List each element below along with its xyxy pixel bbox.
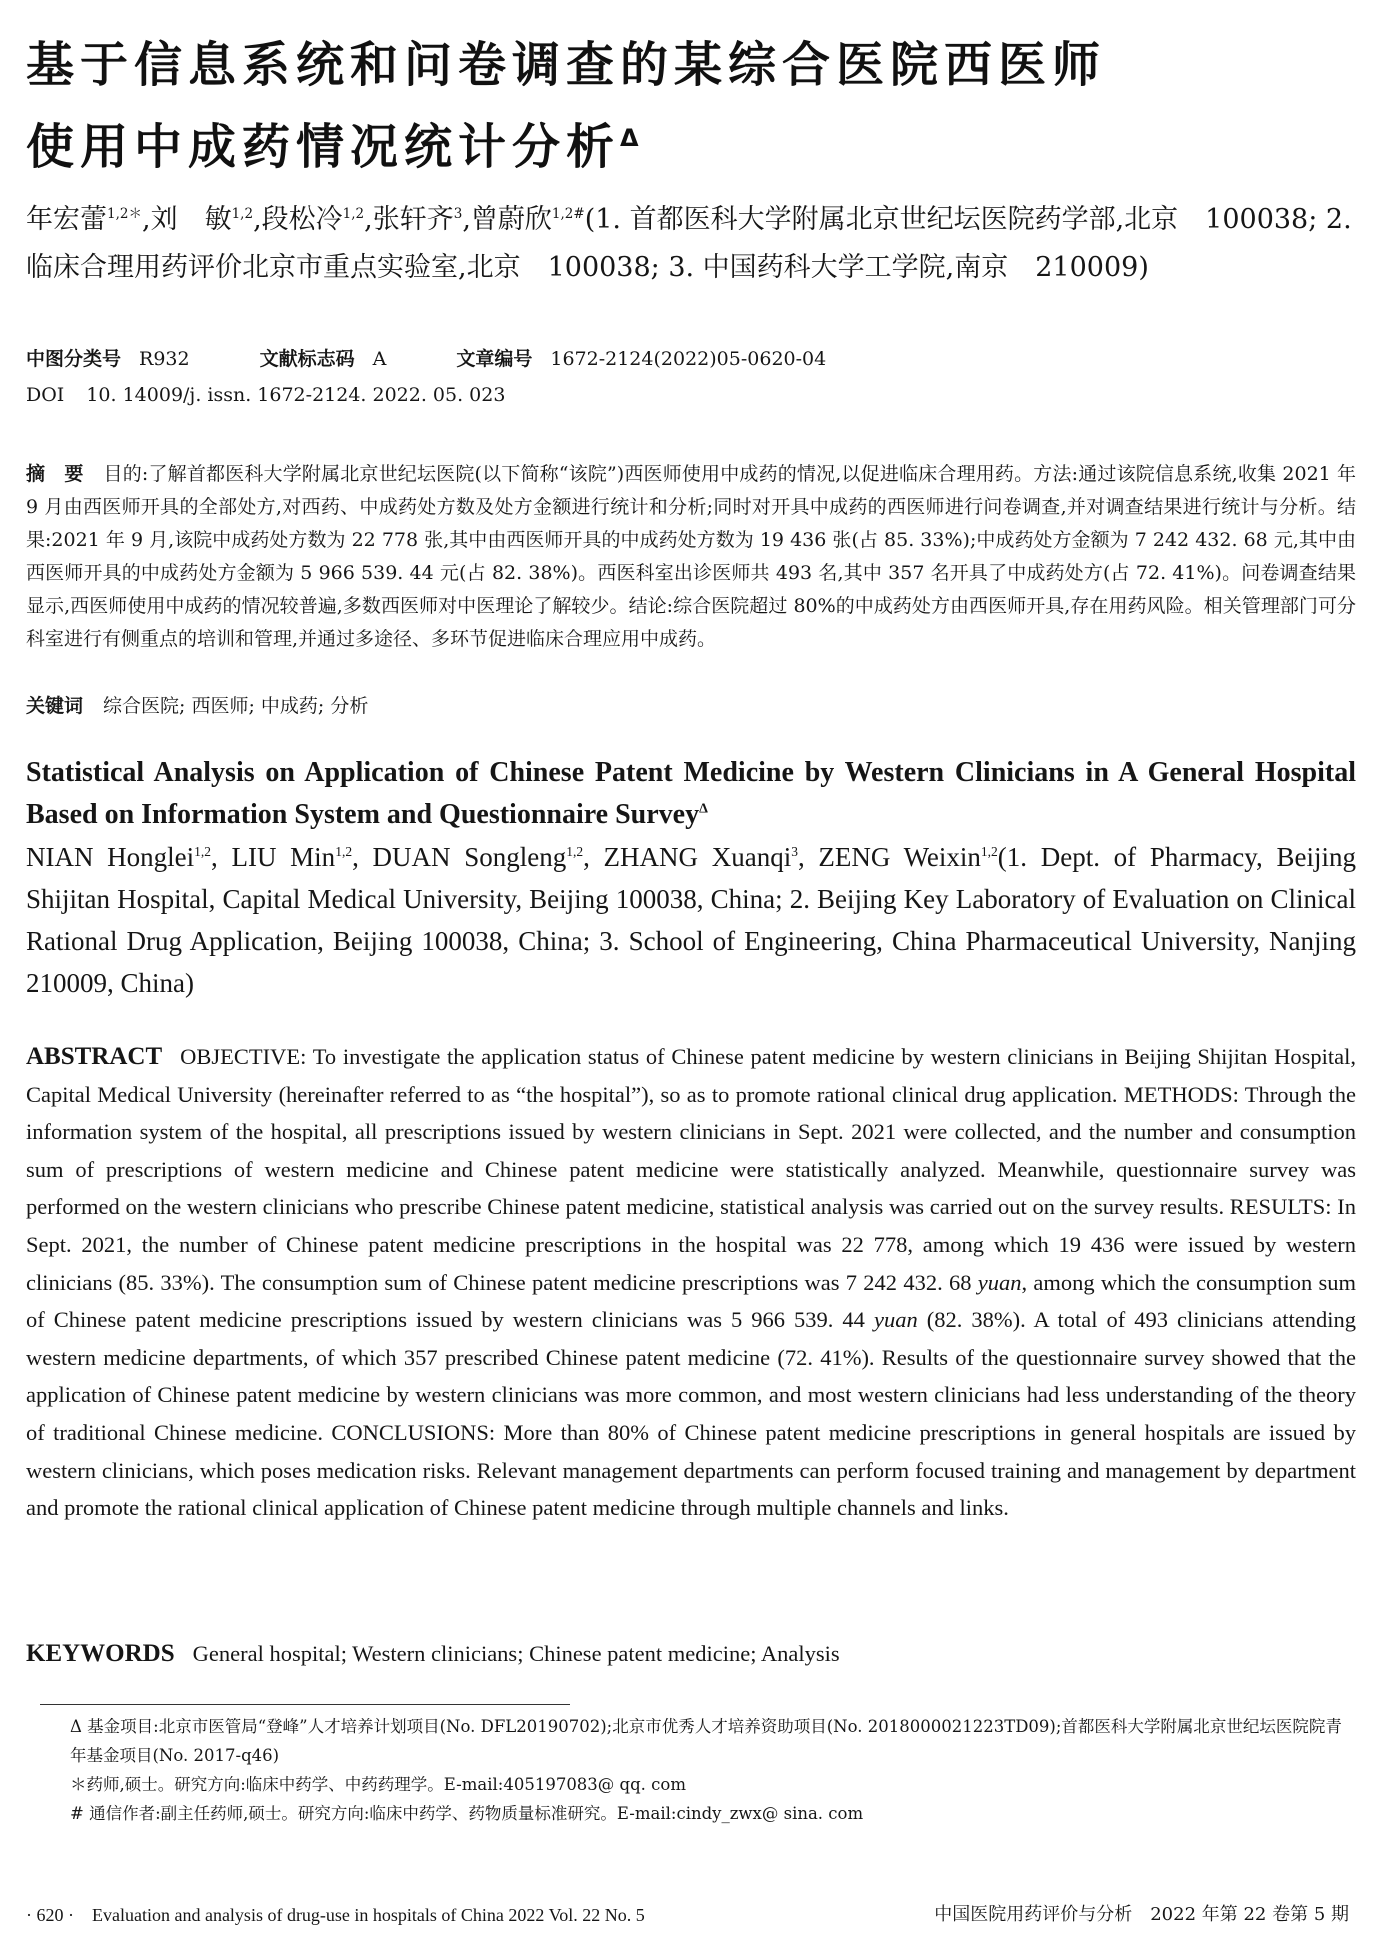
english-title [26, 752, 1356, 836]
english-keywords-text: General hospital; Western clinicians; Chinese patent medicine; Analysis [192, 1641, 840, 1666]
funding-footnote: Δ 基金项目:北京市医管局“登峰”人才培养计划项目(No. DFL20190702);北京市优秀人才培养资助项目(No. 2018000021223TD09);首都医科大学附属北京世纪坛医院院青年基金项目(No. 2017-q46) [70, 1717, 1342, 1765]
chinese-abstract [26, 458, 1356, 656]
author-name: ,段松冷 [253, 204, 343, 235]
chinese-keywords-text: 综合医院; 西医师; 中成药; 分析 [103, 695, 369, 717]
first-author-footnote: ＊药师,硕士。研究方向:临床中药学、中药药理学。E-mail:405197083@ qq. com [70, 1775, 686, 1794]
classification-line [26, 344, 826, 374]
author-name: , ZENG Weixin [797, 842, 981, 872]
doc-code-value: A [372, 348, 387, 370]
clc-label: 中图分类号 [26, 348, 122, 370]
footnotes [26, 1712, 1356, 1828]
english-title-text: Statistical Analysis on Application of Chinese Patent Medicine by Western Clinicians in A General Hospital Based on Information System and Questionnaire Survey [26, 757, 1356, 830]
english-abstract-part-2: , among which the consumption sum of Chinese patent medicine prescriptions issued by western clinicians was 5 966 539. 44 [26, 1269, 1357, 1333]
currency-unit: yuan [977, 1269, 1022, 1295]
chinese-affiliations: (1. 首都医科大学附属北京世纪坛医院药学部,北京 100038; 2. 临床合理用药评价北京市重点实验室,北京 100038; 3. 中国药科大学工学院,南京 210009) [26, 204, 1352, 283]
chinese-abstract-label: 摘 要 [26, 463, 84, 485]
author-name: ,刘 敏 [141, 204, 232, 235]
author-name: ,曾蔚欣 [462, 204, 552, 235]
author-name: , LIU Min [211, 842, 336, 872]
english-title-footnote-mark: Δ [699, 801, 708, 817]
english-affiliations: (1. Dept. of Pharmacy, Beijing Shijitan Hospital, Capital Medical University, Beijing 100038, China; 2. Beijing Key Laboratory of Evaluation on Clinical Rational Drug Application, Beijing 100038, China; 3. School of Engineering, China Pharmaceutical University, Nanjing 210009, China) [26, 842, 1356, 998]
currency-unit: yuan [873, 1307, 918, 1333]
chinese-title [26, 24, 1356, 188]
clc-value: R932 [139, 348, 190, 370]
article-number-label: 文章编号 [456, 348, 533, 370]
author-affiliation-mark: 1,2 [194, 844, 212, 859]
author-name: ,张轩齐 [364, 204, 454, 235]
author-affiliation-mark: 3 [453, 206, 463, 222]
english-abstract-label: ABSTRACT [26, 1043, 163, 1070]
english-keywords-label: KEYWORDS [26, 1640, 175, 1667]
author-affiliation-mark: 1,2 [566, 844, 584, 859]
chinese-abstract-text: 目的:了解首都医科大学附属北京世纪坛医院(以下简称“该院”)西医师使用中成药的情况,以促进临床合理用药。方法:通过该院信息系统,收集 2021 年 9 月由西医师开具的全部处方,对西药、中成药处方数及处方金额进行统计和分析;同时对开具中成药的西医师进行问卷调查,并对调查结果进行统计与分析。结果:2021 年 9 月,该院中成药处方数为 22 778 张,其中由西医师开具的中成药处方数为 19 436 张(占 85. 33%);中成药处方金额为 7 242 432. 68 元,其中由西医师开具的中成药处方金额为 5 966 539. 44 元(占 82. 38%)。西医科室出诊医师共 493 名,其中 357 名开具了中成药处方(占 72. 41%)。问卷调查结果显示,西医师使用中成药的情况较普遍,多数西医师对中医理论了解较少。结论:综合医院超过 80%的中成药处方由西医师开具,存在用药风险。相关管理部门可分科室进行有侧重点的培训和管理,并通过多途径、多环节促进临床合理应用中成药。 [26, 463, 1356, 650]
chinese-keywords [26, 690, 368, 723]
english-abstract [26, 1038, 1356, 1527]
doi-label: DOI [26, 384, 65, 406]
english-abstract-part-1: OBJECTIVE: To investigate the application status of Chinese patent medicine by western clinicians in Beijing Shijitan Hospital, Capital Medical University (hereinafter referred to as “the hospital”), so as to promote rational clinical drug application. METHODS: Through the information system of the hospital, all prescriptions issued by western clinicians in Sept. 2021 were collected, and the number and consumption sum of prescriptions of western medicine and Chinese patent medicine were statistically analyzed. Meanwhile, questionnaire survey was performed on the western clinicians who prescribe Chinese patent medicine, statistical analysis was carried out on the survey results. RESULTS: In Sept. 2021, the number of Chinese patent medicine prescriptions in the hospital was 22 778, among which 19 436 were issued by western clinicians (85. 33%). The consumption sum of Chinese patent medicine prescriptions was 7 242 432. 68 [26, 1044, 1356, 1295]
article-number-value: 1672-2124(2022)05-0620-04 [550, 348, 827, 370]
author-affiliation-mark: 1,2# [551, 206, 585, 222]
page-footer-left: · 620 · Evaluation and analysis of drug-use in hospitals of China 2022 Vol. 22 No. 5 [26, 1905, 645, 1925]
author-name: NIAN Honglei [26, 842, 195, 872]
english-abstract-part-3: (82. 38%). A total of 493 clinicians attending western medicine departments, of which 357 prescribed Chinese patent medicine (72. 41%). Results of the questionnaire survey showed that the application of Chinese patent medicine by western clinicians was more common, and most western clinicians had less understanding of the theory of traditional Chinese medicine. CONCLUSIONS: More than 80% of Chinese patent medicine prescriptions in general hospitals are issued by western clinicians, which poses medication risks. Relevant management departments can perform focused training and management by department and promote the rational clinical application of Chinese patent medicine through multiple channels and links. [26, 1307, 1357, 1521]
page-footer-right: 中国医院用药评价与分析 2022 年第 22 卷第 5 期 [934, 1904, 1349, 1925]
chinese-authors [26, 196, 1356, 292]
author-name: , ZHANG Xuanqi [583, 842, 792, 872]
title-footnote-mark: Δ [620, 124, 645, 152]
footnote-divider [40, 1704, 570, 1705]
author-affiliation-mark: 3 [791, 844, 798, 859]
english-authors [26, 836, 1356, 1004]
author-name: , DUAN Songleng [352, 842, 567, 872]
corresponding-author-footnote: # 通信作者:副主任药师,硕士。研究方向:临床中药学、药物质量标准研究。E-mail:cindy_zwx@ sina. com [70, 1804, 864, 1823]
author-affiliation-mark: 1,2 [342, 206, 365, 222]
doi-value[interactable]: 10. 14009/j. issn. 1672-2124. 2022. 05. 023 [86, 384, 506, 406]
author-affiliation-mark: 1,2 [335, 844, 353, 859]
author-affiliation-mark: 1,2 [980, 844, 998, 859]
doi-line [26, 380, 505, 410]
chinese-title-line-2: 使用中成药情况统计分析 [26, 119, 621, 175]
author-affiliation-mark: 1,2 [231, 206, 254, 222]
chinese-title-line-1: 基于信息系统和问卷调查的某综合医院西医师 [26, 37, 1107, 93]
chinese-keywords-label: 关键词 [26, 695, 84, 717]
author-affiliation-mark: 1,2＊ [107, 206, 142, 222]
author-name: 年宏蕾 [26, 204, 107, 235]
english-keywords [26, 1636, 840, 1672]
doc-code-label: 文献标志码 [259, 348, 355, 370]
